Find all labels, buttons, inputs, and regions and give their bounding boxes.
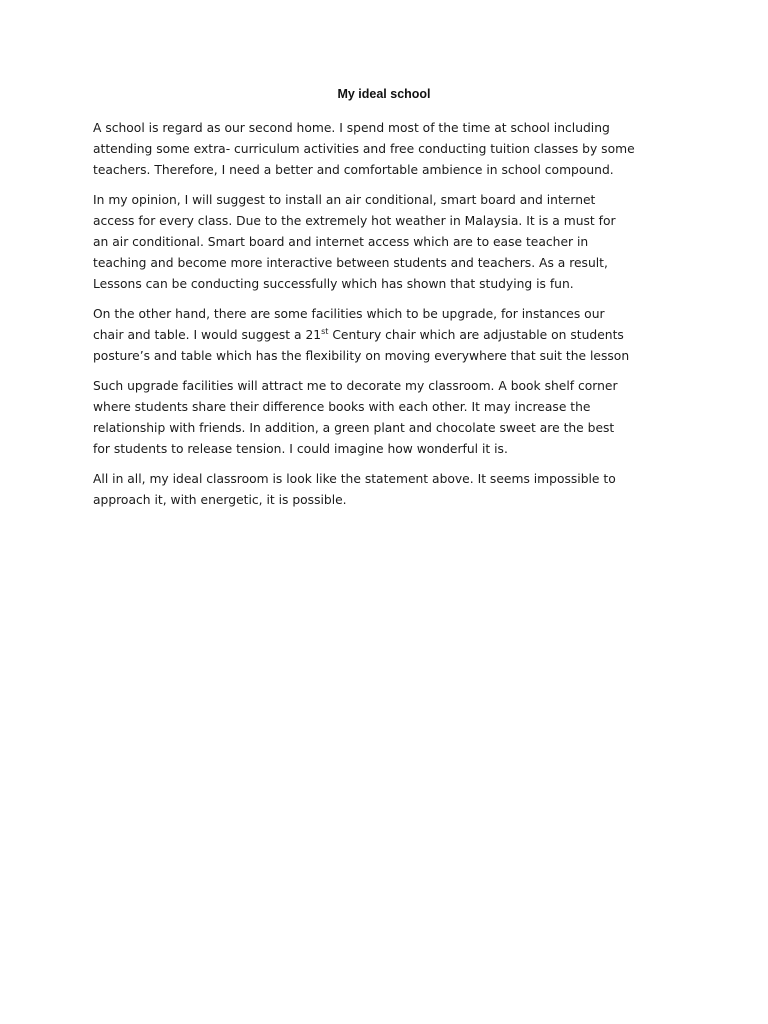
paragraph-3 xyxy=(93,304,683,367)
document-title: My ideal school xyxy=(337,87,431,101)
paragraph-line: teachers. Therefore, I need a better and comfortable ambience in school compound. xyxy=(93,163,614,177)
paragraph-line: In my opinion, I will suggest to install an air conditional, smart board and internet xyxy=(93,193,596,207)
paragraph-4 xyxy=(93,376,683,460)
paragraph-line: A school is regard as our second home. I spend most of the time at school including xyxy=(93,121,610,135)
paragraph-1 xyxy=(93,118,683,181)
paragraph-2 xyxy=(93,190,683,295)
ordinal-superscript: st xyxy=(321,326,329,336)
paragraph-line: access for every class. Due to the extremely hot weather in Malaysia. It is a must for xyxy=(93,214,616,228)
paragraph-line: posture’s and table which has the flexibility on moving everywhere that suit the lesson xyxy=(93,349,630,363)
paragraph-line: All in all, my ideal classroom is look like the statement above. It seems impossible to xyxy=(93,472,616,486)
paragraph-line: where students share their difference books with each other. It may increase the xyxy=(93,400,591,414)
line-text: chair and table. I would suggest a 21 xyxy=(93,328,322,342)
paragraph-5 xyxy=(93,469,683,511)
paragraph-line: Lessons can be conducting successfully which has shown that studying is fun. xyxy=(93,277,574,291)
paragraph-line: for students to release tension. I could imagine how wonderful it is. xyxy=(93,442,508,456)
paragraph-line: attending some extra- curriculum activities and free conducting tuition classes by some xyxy=(93,142,635,156)
line-text: Century chair which are adjustable on students xyxy=(328,328,624,342)
paragraph-line: Such upgrade facilities will attract me to decorate my classroom. A book shelf corner xyxy=(93,379,618,393)
paragraph-line: relationship with friends. In addition, a green plant and chocolate sweet are the best xyxy=(93,421,615,435)
paragraph-line xyxy=(93,325,683,346)
paragraph-line: teaching and become more interactive between students and teachers. As a result, xyxy=(93,256,608,270)
paragraph-line: approach it, with energetic, it is possible. xyxy=(93,493,347,507)
paragraph-line: On the other hand, there are some facilities which to be upgrade, for instances our xyxy=(93,307,605,321)
document-body xyxy=(93,118,683,520)
paragraph-line: an air conditional. Smart board and internet access which are to ease teacher in xyxy=(93,235,589,249)
